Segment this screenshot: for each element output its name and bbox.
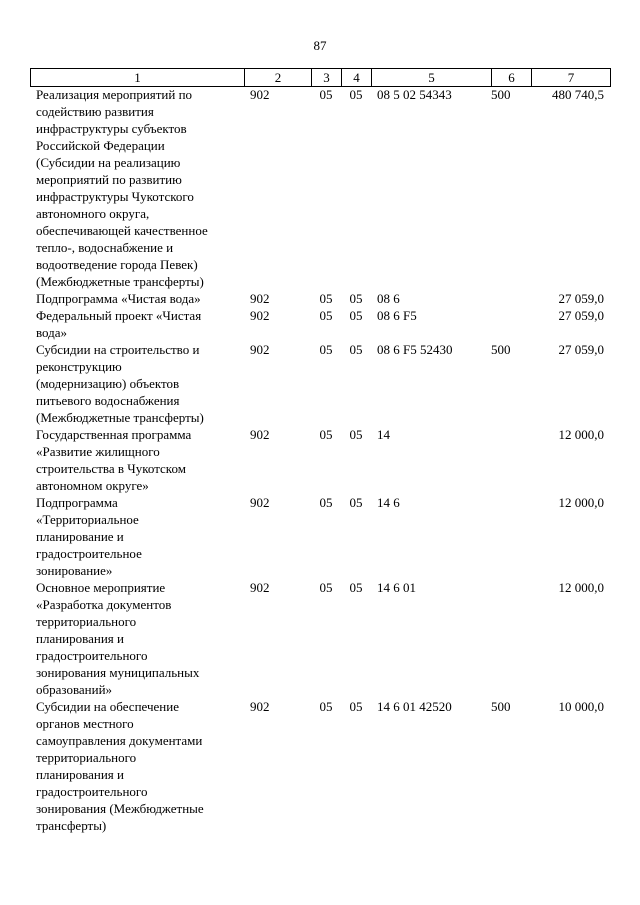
row-cell-c3: 05 xyxy=(319,291,333,306)
table-row xyxy=(30,86,610,290)
row-cell-c4: 05 xyxy=(349,308,363,323)
row-cell-c6 xyxy=(491,579,531,698)
row-cell-c5: 08 5 02 54343 xyxy=(377,87,452,102)
row-name-line: вода» xyxy=(36,325,68,340)
budget-table xyxy=(30,86,610,834)
row-name-line: Федеральный проект «Чистая xyxy=(36,308,202,323)
row-name-line: Подпрограмма xyxy=(36,495,118,510)
row-cell-c2: 902 xyxy=(250,427,270,442)
row-cell-c7: 27 059,0 xyxy=(558,308,604,323)
row-cell-c2: 902 xyxy=(250,342,270,357)
row-cell-c2: 902 xyxy=(250,308,270,323)
row-name-line: зонирования муниципальных xyxy=(36,665,200,680)
row-cell-c6: 500 xyxy=(491,342,511,357)
row-name-line: инфраструктуры Чукотского xyxy=(36,189,194,204)
row-name-line: Государственная программа xyxy=(36,427,192,442)
row-name xyxy=(30,341,244,426)
row-name xyxy=(30,307,244,341)
row-name-line: территориального xyxy=(36,614,137,629)
header-col-6: 6 xyxy=(492,69,532,87)
row-cell-c4: 05 xyxy=(349,291,363,306)
row-cell-c5: 08 6 F5 52430 xyxy=(377,342,453,357)
table-row xyxy=(30,290,610,307)
row-cell-c5: 14 6 xyxy=(377,495,400,510)
page-number: 87 xyxy=(313,38,327,53)
row-name-line: градостроительного xyxy=(36,784,148,799)
row-cell-c4: 05 xyxy=(349,580,363,595)
row-name-line: «Развитие жилищного xyxy=(36,444,160,459)
row-cell-c3: 05 xyxy=(319,342,333,357)
row-name-line: Российской Федерации xyxy=(36,138,165,153)
row-name xyxy=(30,698,244,834)
row-cell-c6 xyxy=(491,290,531,307)
row-name-line: планирования и xyxy=(36,767,124,782)
row-cell-c3: 05 xyxy=(319,580,333,595)
row-name-line: (Межбюджетные трансферты) xyxy=(36,410,204,425)
table-header xyxy=(30,68,611,87)
row-cell-c2: 902 xyxy=(250,87,270,102)
row-name-line: питьевого водоснабжения xyxy=(36,393,180,408)
row-name xyxy=(30,426,244,494)
row-name-line: планирования и xyxy=(36,631,124,646)
row-name-line: автономного округа, xyxy=(36,206,150,221)
header-col-1: 1 xyxy=(31,69,245,87)
row-name-line: водоотведение города Певек) xyxy=(36,257,198,272)
row-cell-c7: 12 000,0 xyxy=(558,580,604,595)
row-cell-c6 xyxy=(491,494,531,579)
row-cell-c4: 05 xyxy=(349,342,363,357)
row-name-line: планирование и xyxy=(36,529,124,544)
row-cell-c2: 902 xyxy=(250,291,270,306)
row-cell-c5: 14 6 01 xyxy=(377,580,416,595)
row-name-line: Подпрограмма «Чистая вода» xyxy=(36,291,201,306)
row-name-line: Реализация мероприятий по xyxy=(36,87,193,102)
row-cell-c6: 500 xyxy=(491,699,511,714)
row-name xyxy=(30,290,244,307)
table-row xyxy=(30,341,610,426)
row-cell-c3: 05 xyxy=(319,308,333,323)
row-name-line: территориального xyxy=(36,750,137,765)
row-cell-c3: 05 xyxy=(319,87,333,102)
row-name-line: (модернизацию) объектов xyxy=(36,376,180,391)
row-cell-c7: 12 000,0 xyxy=(558,495,604,510)
table-row xyxy=(30,579,610,698)
header-col-2: 2 xyxy=(245,69,312,87)
row-name-line: Основное мероприятие xyxy=(36,580,166,595)
row-name-line: (Межбюджетные трансферты) xyxy=(36,274,204,289)
row-name-line: образований» xyxy=(36,682,113,697)
row-cell-c4: 05 xyxy=(349,699,363,714)
row-name-line: градостроительного xyxy=(36,648,148,663)
row-name-line: градостроительное xyxy=(36,546,142,561)
row-name-line: Субсидии на строительство и xyxy=(36,342,200,357)
row-cell-c4: 05 xyxy=(349,427,363,442)
row-name-line: строительства в Чукотском xyxy=(36,461,186,476)
row-cell-c5: 14 xyxy=(377,427,390,442)
header-col-3: 3 xyxy=(312,69,342,87)
row-cell-c6: 500 xyxy=(491,87,511,102)
row-cell-c7: 12 000,0 xyxy=(558,427,604,442)
row-name xyxy=(30,494,244,579)
header-col-5: 5 xyxy=(372,69,492,87)
row-cell-c7: 480 740,5 xyxy=(552,87,604,102)
row-cell-c7: 27 059,0 xyxy=(558,291,604,306)
row-name-line: трансферты) xyxy=(36,818,107,833)
row-name-line: «Разработка документов xyxy=(36,597,172,612)
row-cell-c6 xyxy=(491,307,531,341)
row-name-line: автономном округе» xyxy=(36,478,149,493)
table-row xyxy=(30,698,610,834)
row-name-line: (Субсидии на реализацию xyxy=(36,155,181,170)
table-row xyxy=(30,307,610,341)
row-name xyxy=(30,579,244,698)
row-name-line: «Территориальное xyxy=(36,512,139,527)
row-cell-c2: 902 xyxy=(250,580,270,595)
row-cell-c4: 05 xyxy=(349,495,363,510)
row-cell-c5: 08 6 xyxy=(377,291,400,306)
row-cell-c7: 10 000,0 xyxy=(558,699,604,714)
table-row xyxy=(30,426,610,494)
row-cell-c2: 902 xyxy=(250,699,270,714)
row-name-line: самоуправления документами xyxy=(36,733,203,748)
header-col-4: 4 xyxy=(342,69,372,87)
row-name-line: органов местного xyxy=(36,716,134,731)
row-cell-c7: 27 059,0 xyxy=(558,342,604,357)
row-name-line: зонирования (Межбюджетные xyxy=(36,801,204,816)
row-name-line: тепло-, водоснабжение и xyxy=(36,240,174,255)
row-name-line: обеспечивающей качественное xyxy=(36,223,208,238)
row-cell-c6 xyxy=(491,426,531,494)
row-cell-c2: 902 xyxy=(250,495,270,510)
row-name-line: содействию развития xyxy=(36,104,154,119)
table-row xyxy=(30,494,610,579)
row-cell-c3: 05 xyxy=(319,699,333,714)
row-name-line: реконструкцию xyxy=(36,359,122,374)
row-name-line: мероприятий по развитию xyxy=(36,172,182,187)
row-cell-c5: 08 6 F5 xyxy=(377,308,417,323)
row-cell-c3: 05 xyxy=(319,427,333,442)
header-col-7: 7 xyxy=(532,69,611,87)
row-name-line: инфраструктуры субъектов xyxy=(36,121,187,136)
row-cell-c4: 05 xyxy=(349,87,363,102)
row-name-line: Субсидии на обеспечение xyxy=(36,699,179,714)
row-name-line: зонирование» xyxy=(36,563,113,578)
row-cell-c3: 05 xyxy=(319,495,333,510)
row-cell-c5: 14 6 01 42520 xyxy=(377,699,452,714)
row-name xyxy=(30,86,244,290)
header-row xyxy=(31,69,611,87)
